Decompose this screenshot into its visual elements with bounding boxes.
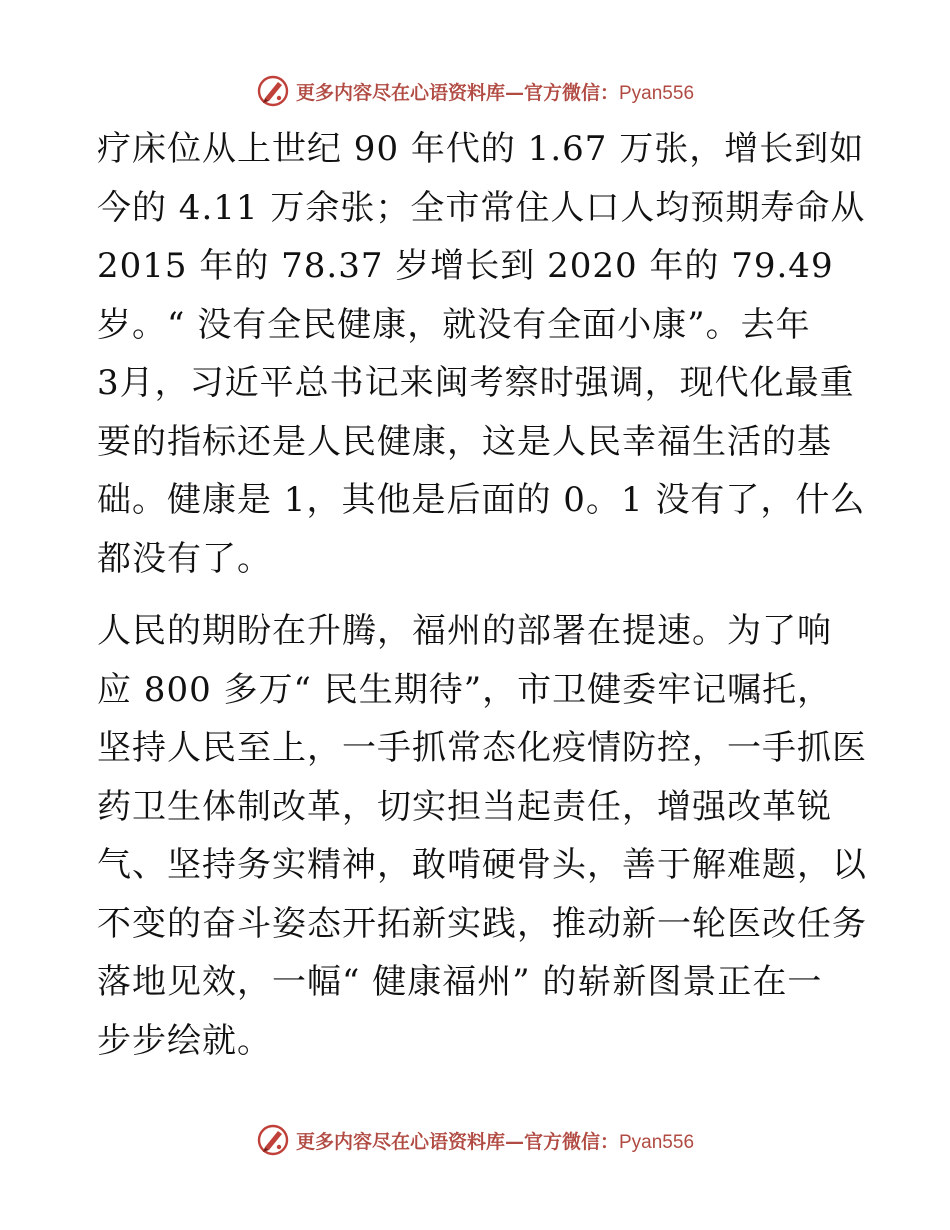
wechat-id: Pyan556 bbox=[619, 82, 695, 104]
text-line: 疗床位从上世纪 90 年代的 1.67 万张，增长到如 bbox=[97, 129, 865, 169]
banner-text: 更多内容尽在心语资料库—官方微信：Pyan556 bbox=[295, 81, 695, 104]
text-line: 人民的期盼在升腾，福州的部署在提速。为了响 bbox=[97, 611, 832, 651]
text-line: 应 800 多万“ 民生期待”，市卫健委牢记嘱托， bbox=[97, 669, 833, 710]
text-line: 础。健康是 1，其他是后面的 0。1 没有了，什么 bbox=[97, 480, 866, 520]
text-line: 步步绘就。 bbox=[97, 1020, 272, 1061]
paragraph-2 bbox=[97, 602, 867, 1070]
text-line: 不变的奋斗姿态开拓新实践，推动新一轮医改任务 bbox=[97, 903, 867, 944]
document-body bbox=[97, 120, 867, 1070]
text-line: 2015 年的 78.37 岁增长到 2020 年的 79.49 bbox=[97, 246, 834, 286]
text-line: 都没有了。 bbox=[97, 538, 272, 579]
header-watermark-banner bbox=[0, 74, 950, 108]
wechat-id: Pyan556 bbox=[619, 1131, 695, 1153]
text-line: 3月，习近平总书记来闽考察时强调，现代化最重 bbox=[97, 363, 855, 403]
text-line: 今的 4.11 万余张；全市常住人口人均预期寿命从 bbox=[97, 187, 866, 228]
footer-watermark-banner bbox=[0, 1123, 950, 1157]
pen-logo-icon bbox=[256, 74, 290, 108]
pen-logo-icon bbox=[256, 1123, 290, 1157]
banner-text: 更多内容尽在心语资料库—官方微信：Pyan556 bbox=[295, 1130, 695, 1153]
text-line: 坚持人民至上，一手抓常态化疫情防控，一手抓医 bbox=[97, 728, 867, 768]
text-line: 气、坚持务实精神，敢啃硬骨头，善于解难题，以 bbox=[97, 845, 867, 885]
text-line: 落地见效，一幅“ 健康福州” 的崭新图景正在一 bbox=[97, 962, 823, 1002]
paragraph-1 bbox=[97, 120, 866, 588]
text-line: 岁。“ 没有全民健康，就没有全面小康”。去年 bbox=[97, 304, 811, 345]
text-line: 药卫生体制改革，切实担当起责任，增强改革锐 bbox=[97, 786, 832, 827]
text-line: 要的指标还是人民健康，这是人民幸福生活的基 bbox=[97, 421, 832, 462]
